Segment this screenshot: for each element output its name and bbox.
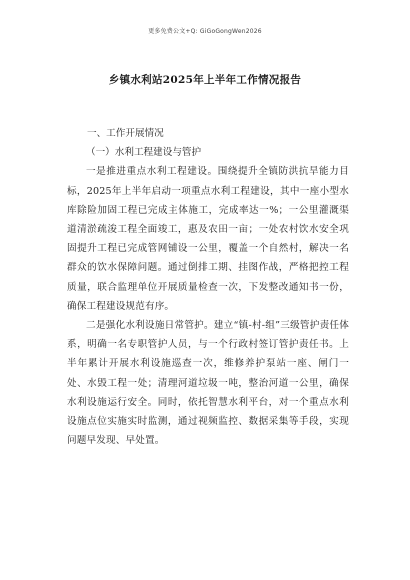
- header-watermark: 更多免费公文+Q: GiGoGongWen2026: [148, 28, 262, 35]
- subsection-heading: （一）水利工程建设与管护: [86, 147, 202, 159]
- paragraph-facility-maintenance: 二是强化水利设施日常管护。建立“镇-村-组”三级管护责任体系，明确一名专职管护人员，与一个行政村签订管护责任书。上半年累计开展水利设施巡查一次，维修养护泵站一座、闸门一处、水毁工程一处；清理河道垃圾一吨，整治河道一公里，确保水利设施运行安全。同时，依托智慧水利平台，对一个重点水利设施点位实施实时监测，通过视频监控、数据采集等手段，实现问题早发现、早处置。: [67, 320, 349, 447]
- document-title: 乡镇水利站2025年上半年工作情况报告: [108, 74, 302, 86]
- paragraph-engineering-construction: 一是推进重点水利工程建设。围绕提升全镇防洪抗旱能力目标，2025年上半年启动一项重点水利工程建设，其中一座小型水库除险加固工程已完成主体施工，完成率达一%；一公里灌溉渠道清淤疏浚工程全面竣工，惠及农田一亩；一处农村饮水安全巩固提升工程已完成管网铺设一公里，覆盖一个自然村，解决一名群众的饮水保障问题。通过倒排工期、挂图作战，严格把控工程质量，联合监理单位开展质量检查一次，下发整改通知书一份，确保工程建设规范有序。: [67, 166, 349, 312]
- section-heading: 一、工作开展情况: [87, 128, 164, 139]
- document-body: [67, 124, 349, 450]
